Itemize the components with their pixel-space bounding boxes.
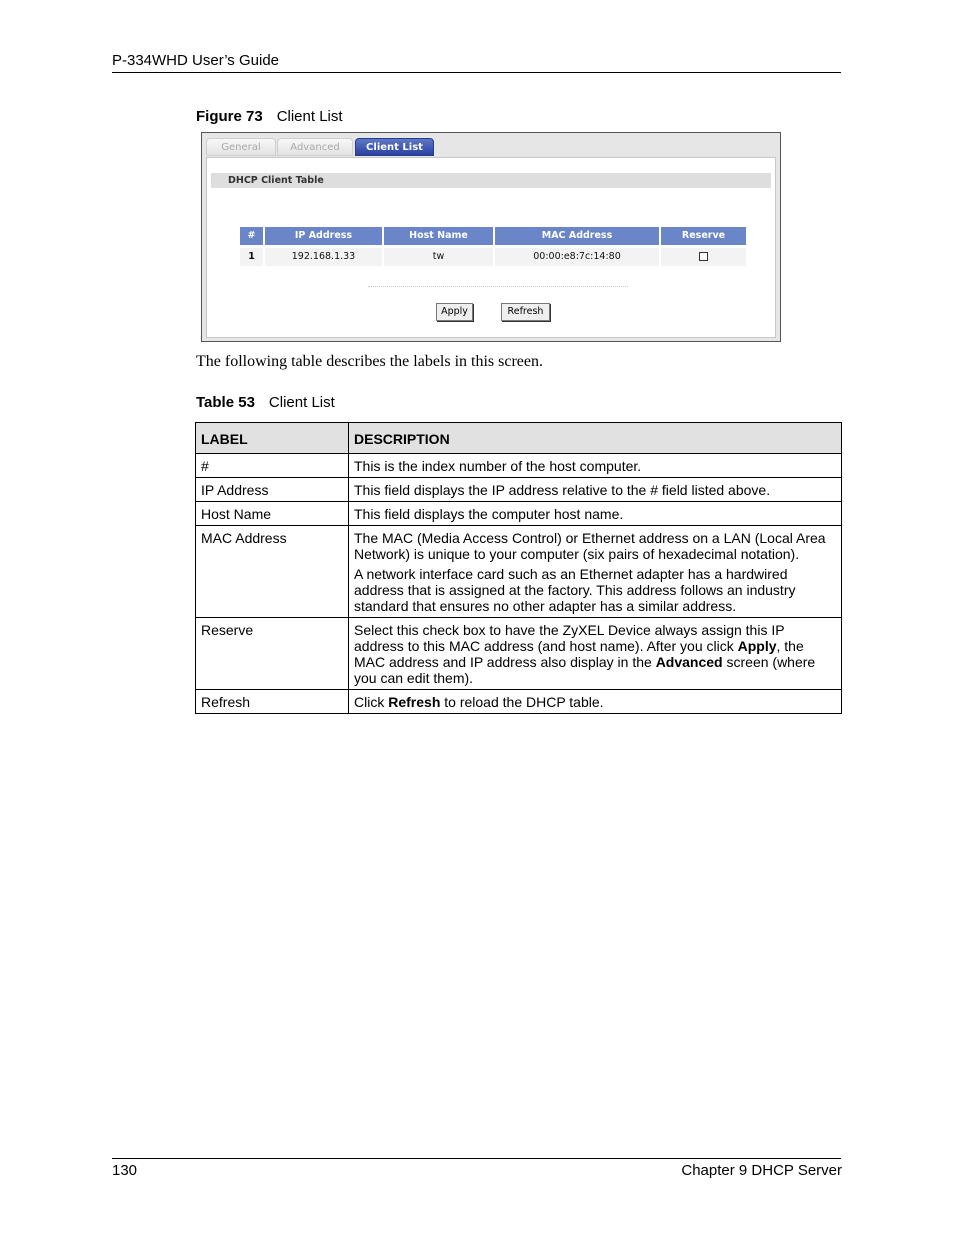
row-label: MAC Address bbox=[196, 526, 349, 618]
description-table bbox=[195, 422, 842, 714]
page-number: 130 bbox=[112, 1162, 138, 1179]
cell-reserve bbox=[661, 248, 746, 266]
row-description bbox=[349, 618, 842, 690]
table-title: Client List bbox=[268, 394, 335, 411]
text-run: screen (where you can edit them). bbox=[354, 654, 816, 686]
column-header-ip: IP Address bbox=[265, 227, 382, 245]
chapter-title: Chapter 9 DHCP Server bbox=[681, 1162, 842, 1179]
table-header-row bbox=[196, 423, 842, 454]
bold-term: Refresh bbox=[388, 694, 441, 710]
row-label: IP Address bbox=[196, 478, 349, 502]
header-description: DESCRIPTION bbox=[349, 423, 842, 454]
bold-term: Advanced bbox=[655, 654, 723, 670]
column-header-reserve: Reserve bbox=[661, 227, 746, 245]
row-label: # bbox=[196, 454, 349, 478]
table-row bbox=[196, 690, 842, 714]
row-description: This is the index number of the host computer. bbox=[349, 454, 842, 478]
section-title: DHCP Client Table bbox=[211, 173, 771, 188]
reserve-checkbox[interactable] bbox=[699, 252, 708, 261]
table-row bbox=[196, 454, 842, 478]
row-description bbox=[349, 690, 842, 714]
row-description bbox=[349, 526, 842, 618]
table-row bbox=[196, 478, 842, 502]
column-header-mac: MAC Address bbox=[495, 227, 659, 245]
figure-caption bbox=[196, 108, 343, 125]
header-rule bbox=[112, 72, 841, 73]
table-row bbox=[196, 526, 842, 618]
column-header-host: Host Name bbox=[384, 227, 493, 245]
cell-ip: 192.168.1.33 bbox=[265, 248, 382, 266]
column-header-index: # bbox=[240, 227, 263, 245]
text-run: Click bbox=[354, 694, 389, 710]
table-row bbox=[196, 502, 842, 526]
cell-mac: 00:00:e8:7c:14:80 bbox=[495, 248, 659, 266]
tab-client-list[interactable]: Client List bbox=[355, 138, 434, 156]
footer-rule bbox=[112, 1158, 841, 1159]
figure-number: Figure 73 bbox=[196, 108, 263, 125]
cell-host: tw bbox=[384, 248, 493, 266]
header-label: LABEL bbox=[196, 423, 349, 454]
text-run: to reload the DHCP table. bbox=[440, 694, 604, 710]
refresh-button[interactable]: Refresh bbox=[501, 303, 550, 321]
row-label: Refresh bbox=[196, 690, 349, 714]
table-caption bbox=[196, 394, 335, 411]
intro-text: The following table describes the labels in this screen. bbox=[196, 353, 544, 370]
table-number: Table 53 bbox=[196, 394, 255, 411]
row-label: Host Name bbox=[196, 502, 349, 526]
row-description-paragraph: The MAC (Media Access Control) or Ethernet address on a LAN (Local Area Network) is unique to your computer (six pairs of hexadecimal notation). bbox=[354, 530, 826, 562]
client-list-screenshot bbox=[201, 132, 781, 342]
row-description-paragraph: A network interface card such as an Ethernet adapter has a hardwired address that is assigned at the factory. This address follows an industry standard that ensures no other adapter has a similar address. bbox=[354, 566, 796, 614]
row-description: This field displays the IP address relative to the # field listed above. bbox=[349, 478, 842, 502]
text-run: , the MAC address and IP address also display in the bbox=[354, 638, 804, 670]
row-label: Reserve bbox=[196, 618, 349, 690]
cell-index: 1 bbox=[240, 248, 263, 266]
figure-title: Client List bbox=[276, 108, 343, 125]
table-row bbox=[196, 618, 842, 690]
tab-advanced[interactable]: Advanced bbox=[277, 138, 353, 156]
bold-term: Apply bbox=[737, 638, 777, 654]
apply-button[interactable]: Apply bbox=[436, 303, 473, 321]
tab-general[interactable]: General bbox=[206, 138, 276, 156]
divider bbox=[368, 286, 628, 287]
running-header: P-334WHD User’s Guide bbox=[112, 52, 279, 69]
row-description: This field displays the computer host name. bbox=[349, 502, 842, 526]
client-list-panel bbox=[206, 157, 776, 338]
text-run: Select this check box to have the ZyXEL Device always assign this IP address to this MAC address (and host name). After you click bbox=[354, 622, 785, 654]
